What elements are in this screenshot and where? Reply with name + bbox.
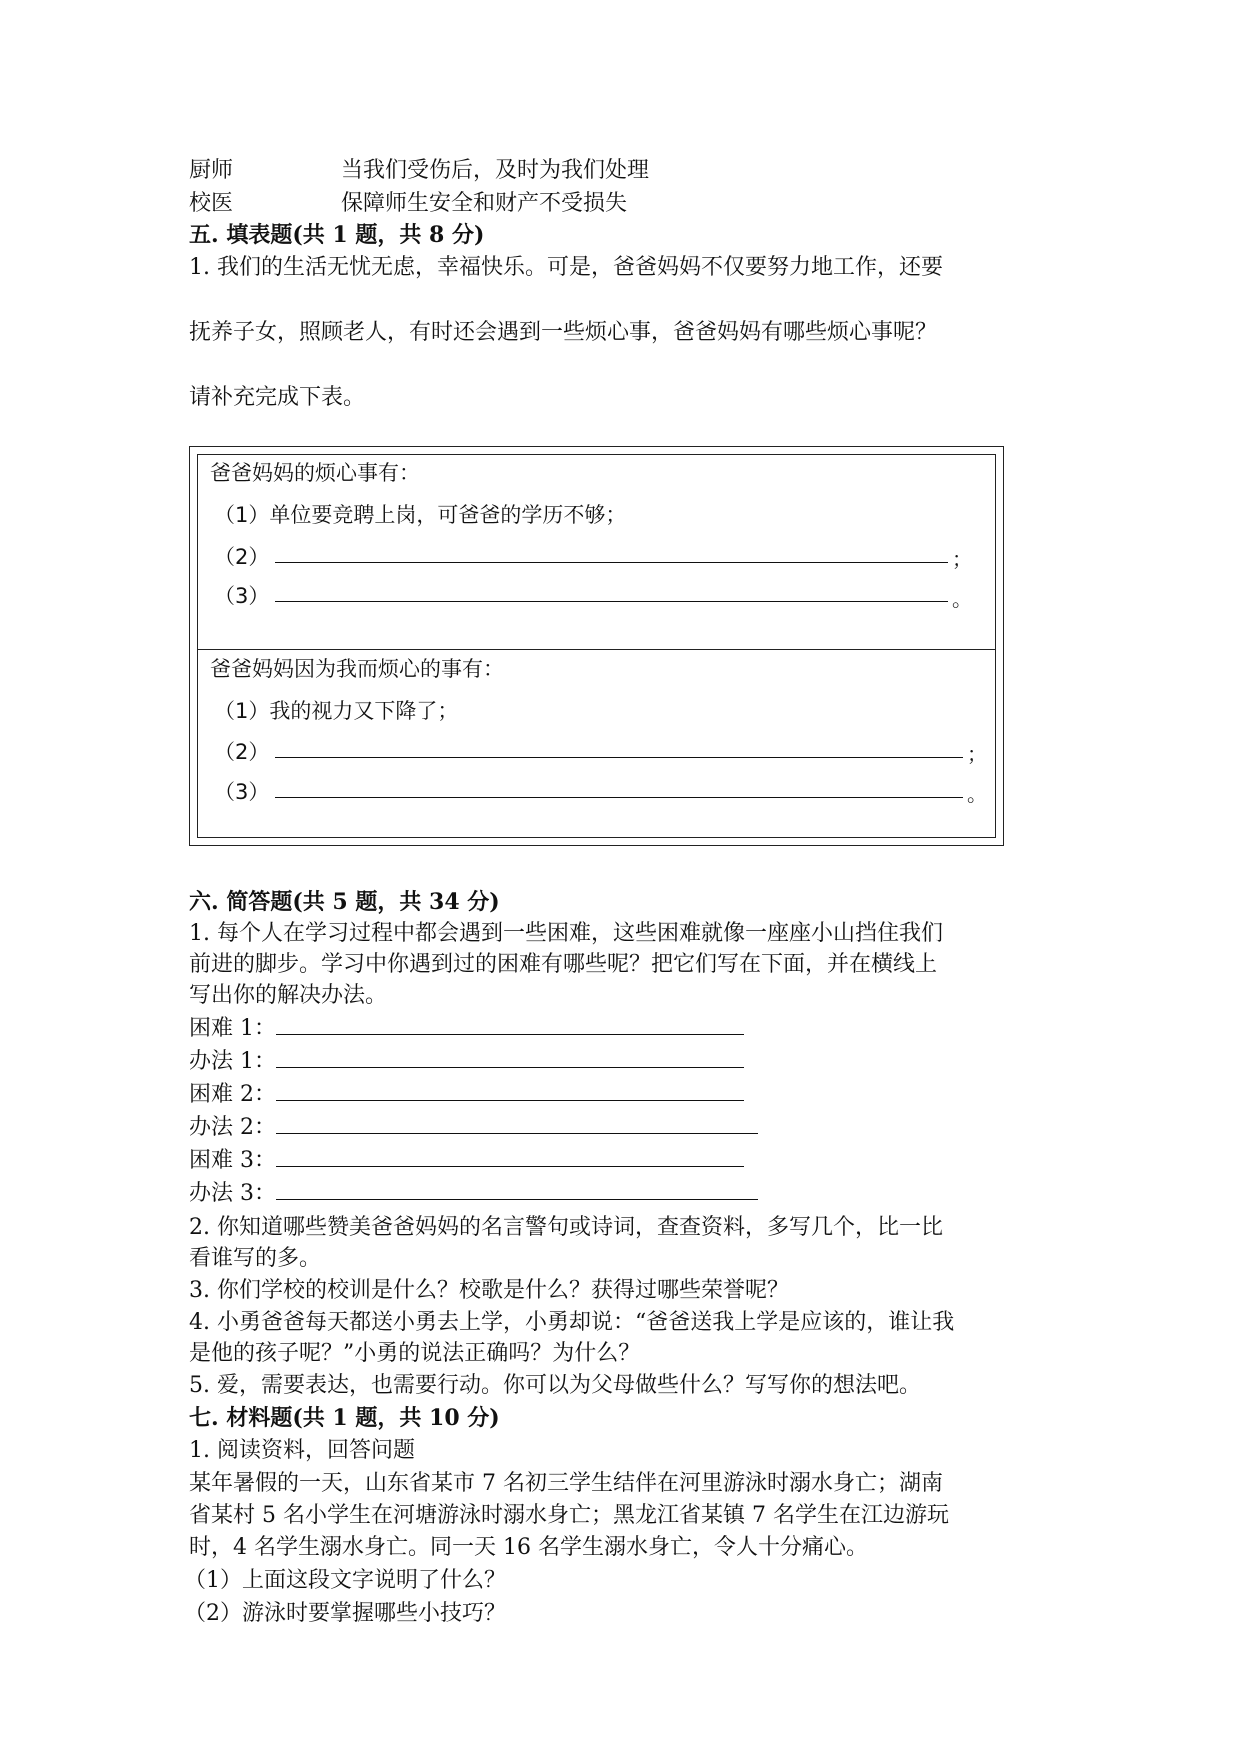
- blank-row-difficulty-2: [189, 1080, 744, 1110]
- blank-row-method-2: [189, 1113, 758, 1143]
- match-left-2: 校医: [189, 191, 234, 216]
- table-part1-item3-end: 。: [952, 587, 972, 611]
- blank-row-method-1: [189, 1047, 744, 1077]
- table-part2-item2-blank[interactable]: [275, 757, 963, 758]
- table-part1-item2-blank[interactable]: [275, 562, 948, 563]
- table-part2-item3-label: （3）: [214, 780, 270, 804]
- match-right-2: 保障师生安全和财产不受损失: [341, 191, 628, 216]
- table-part2-title: 爸爸妈妈因为我而烦心的事有：: [210, 657, 504, 681]
- answer-blank[interactable]: [276, 1148, 744, 1167]
- section7-sub2: （2）游泳时要掌握哪些小技巧？: [184, 1601, 506, 1626]
- table-part1-item3-label: （3）: [214, 584, 270, 608]
- section6-q1-line2: 前进的脚步。学习中你遇到过的困难有哪些呢？把它们写在下面，并在横线上: [189, 952, 938, 977]
- section7-q1-intro: 1. 阅读资料，回答问题: [189, 1438, 415, 1463]
- table-part1-title: 爸爸妈妈的烦心事有：: [210, 461, 420, 485]
- match-right-1: 当我们受伤后，及时为我们处理: [341, 158, 650, 183]
- fill-table-divider: [197, 649, 996, 650]
- table-part1-item3-blank[interactable]: [275, 601, 948, 602]
- section5-q1-line3: 请补充完成下表。: [189, 385, 366, 410]
- table-part1-item2-label: （2）: [214, 545, 270, 569]
- blank-row-difficulty-3: [189, 1146, 744, 1176]
- section7-para-line2: 省某村 5 名小学生在河塘游泳时溺水身亡；黑龙江省某镇 7 名学生在江边游玩: [189, 1503, 949, 1528]
- answer-blank[interactable]: [276, 1082, 744, 1101]
- blank-row-difficulty-1: [189, 1014, 744, 1044]
- section5-q1-line2: 抚养子女，照顾老人，有时还会遇到一些烦心事，爸爸妈妈有哪些烦心事呢？: [189, 320, 938, 345]
- answer-blank[interactable]: [276, 1049, 744, 1068]
- table-part2-item1: （1）我的视力又下降了；: [214, 699, 459, 723]
- section6-q5: 5. 爱，需要表达，也需要行动。你可以为父母做些什么？写写你的想法吧。: [189, 1373, 921, 1398]
- blank-label: 办法 3：: [189, 1181, 276, 1206]
- blank-label: 困难 3：: [189, 1148, 276, 1173]
- table-part2-item3-end: 。: [967, 782, 987, 806]
- table-part2-item2-end: ；: [967, 742, 987, 766]
- section6-q4-line2: 是他的孩子呢？”小勇的说法正确吗？为什么？: [189, 1341, 641, 1366]
- table-part2-item2-label: （2）: [214, 740, 270, 764]
- section7-title: 七. 材料题(共 1 题，共 10 分): [189, 1405, 500, 1431]
- answer-blank[interactable]: [276, 1181, 758, 1200]
- section6-q2-line1: 2. 你知道哪些赞美爸爸妈妈的名言警句或诗词，查查资料，多写几个，比一比: [189, 1215, 943, 1240]
- blank-label: 办法 2：: [189, 1115, 276, 1140]
- section6-q4-line1: 4. 小勇爸爸每天都送小勇去上学，小勇却说：“爸爸送我上学是应该的，谁让我: [189, 1310, 955, 1335]
- section5-q1-line1: 1. 我们的生活无忧无虑，幸福快乐。可是，爸爸妈妈不仅要努力地工作，还要: [189, 255, 943, 280]
- blank-label: 困难 1：: [189, 1016, 276, 1041]
- blank-label: 困难 2：: [189, 1082, 276, 1107]
- table-part1-item2-end: ；: [952, 547, 972, 571]
- section7-sub1: （1）上面这段文字说明了什么？: [184, 1568, 506, 1593]
- blank-label: 办法 1：: [189, 1049, 276, 1074]
- section6-title: 六. 简答题(共 5 题，共 34 分): [189, 889, 500, 915]
- section6-q3: 3. 你们学校的校训是什么？校歌是什么？获得过哪些荣誉呢？: [189, 1278, 789, 1303]
- section7-para-line1: 某年暑假的一天，山东省某市 7 名初三学生结伴在河里游泳时溺水身亡；湖南: [189, 1471, 943, 1496]
- match-left-1: 厨师: [189, 158, 234, 183]
- section6-q1-line3: 写出你的解决办法。: [189, 983, 388, 1008]
- answer-blank[interactable]: [276, 1115, 758, 1134]
- fill-table: [189, 446, 1004, 846]
- section5-title: 五. 填表题(共 1 题，共 8 分): [189, 222, 485, 248]
- answer-blank[interactable]: [276, 1016, 744, 1035]
- blank-row-method-3: [189, 1179, 758, 1209]
- table-part2-item3-blank[interactable]: [275, 797, 963, 798]
- section6-q2-line2: 看谁写的多。: [189, 1246, 322, 1271]
- section7-para-line3: 时，4 名学生溺水身亡。同一天 16 名学生溺水身亡，令人十分痛心。: [189, 1535, 868, 1560]
- section6-q1-line1: 1. 每个人在学习过程中都会遇到一些困难，这些困难就像一座座小山挡住我们: [189, 921, 943, 946]
- table-part1-item1: （1）单位要竞聘上岗，可爸爸的学历不够；: [214, 503, 627, 527]
